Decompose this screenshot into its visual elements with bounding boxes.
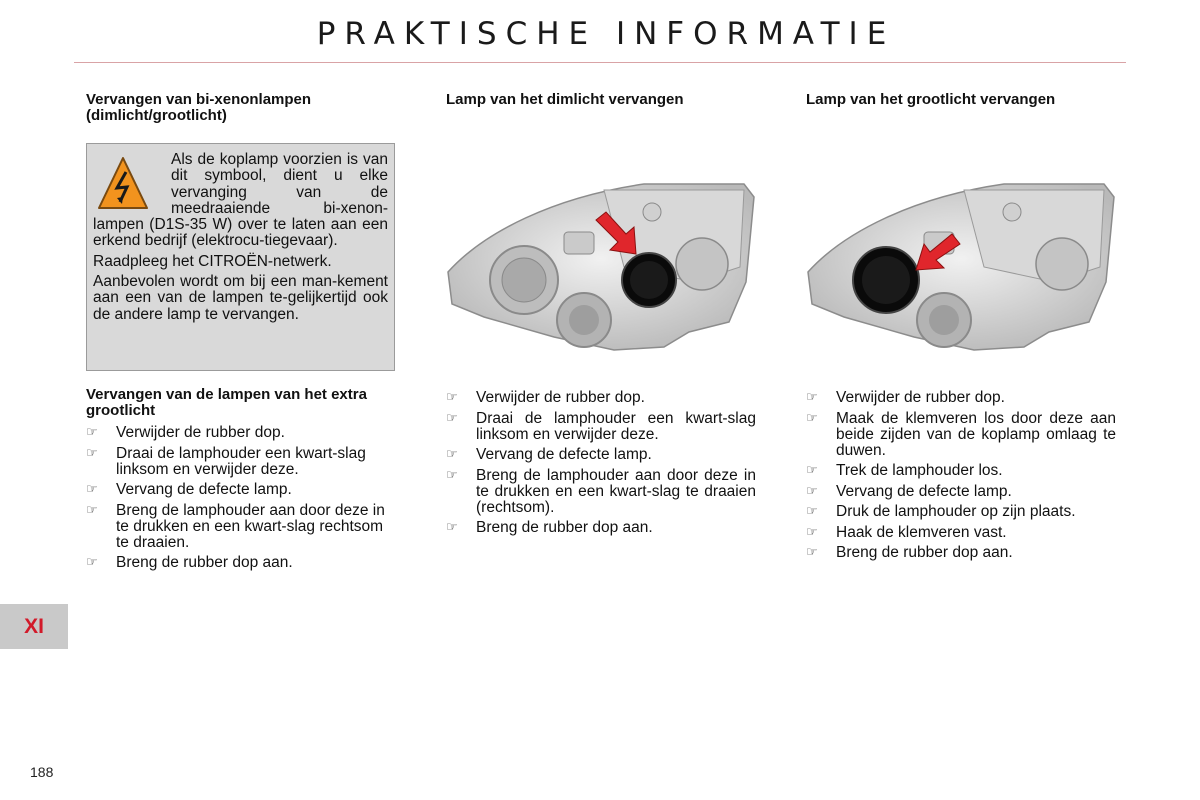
pointing-hand-icon: ☞ (86, 445, 98, 461)
steps-list-extra-high-beam (86, 425, 396, 571)
page-title: PRAKTISCHE INFORMATIE (316, 16, 896, 52)
list-item: ☞ Vervang de defecte lamp. (86, 481, 292, 498)
pointing-hand-icon: ☞ (806, 410, 818, 426)
page-number: 188 (30, 764, 54, 780)
list-item: ☞ Draai de lamphouder een kwart-slag linksom en verwijder deze. (86, 444, 366, 478)
list-item: ☞ Breng de rubber dop aan. (86, 554, 293, 571)
pointing-hand-icon: ☞ (806, 504, 818, 519)
section-title-extra-high-beam: Vervangen van de lampen van het extra grootlicht (86, 386, 367, 419)
pointing-hand-icon: ☞ (446, 520, 458, 535)
list-item: ☞ Verwijder de rubber dop. (446, 389, 645, 406)
headlamp-high-beam-illustration (804, 172, 1119, 362)
steps-list-low-beam (446, 390, 756, 536)
list-item: ☞ Breng de lamphouder aan door deze in te drukken en een kwart-slag te draaien (rechtsom). (446, 466, 756, 516)
chapter-tab[interactable]: XI (0, 604, 68, 649)
pointing-hand-icon: ☞ (806, 545, 818, 560)
list-item: ☞ Trek de lamphouder los. (806, 462, 1003, 479)
list-item: ☞ Verwijder de rubber dop. (86, 424, 285, 441)
steps-high-beam (806, 384, 1116, 566)
pointing-hand-icon: ☞ (806, 463, 818, 478)
column-high-beam (806, 92, 1118, 108)
column-bi-xenon (86, 92, 396, 124)
warning-text-2: Raadpleeg het CITROËN-netwerk. (93, 252, 332, 270)
list-item: ☞ Druk de lamphouder op zijn plaats. (806, 503, 1076, 520)
pointing-hand-icon: ☞ (806, 390, 818, 405)
section-title-high-beam: Lamp van het grootlicht vervangen (806, 91, 1056, 108)
section-extra-high-beam (86, 387, 396, 576)
warning-text-3: Aanbevolen wordt om bij een man-kement aan een van de lampen te-gelijkertijd ook de andere lamp te vervangen. (93, 273, 388, 323)
list-item: ☞ Breng de rubber dop aan. (806, 544, 1013, 561)
headlamp-low-beam-illustration (444, 172, 759, 362)
pointing-hand-icon: ☞ (806, 483, 818, 499)
pointing-hand-icon: ☞ (446, 467, 458, 483)
pointing-hand-icon: ☞ (446, 447, 458, 462)
list-item: ☞ Breng de rubber dop aan. (446, 519, 653, 536)
pointing-hand-icon: ☞ (446, 410, 458, 426)
list-item: ☞ Verwijder de rubber dop. (806, 389, 1005, 406)
steps-low-beam (446, 384, 756, 541)
list-item: ☞ Vervang de defecte lamp. (806, 482, 1012, 500)
pointing-hand-icon: ☞ (86, 555, 98, 570)
header-divider (74, 62, 1126, 63)
warning-text-1: Als de koplamp voorzien is van dit symbool, dient u elke vervanging van de meedraaiende bi-xenon-lampen (D1S-35 W) over te laten aan een erkend bedrijf (elektrocu-tiegevaar). (93, 151, 388, 250)
section-title-low-beam: Lamp van het dimlicht vervangen (446, 91, 684, 108)
list-item: ☞ Draai de lamphouder een kwart-slag linksom en verwijder deze. (446, 409, 756, 443)
pointing-hand-icon: ☞ (86, 425, 98, 440)
section-title-bi-xenon: Vervangen van bi-xenonlampen (dimlicht/grootlicht) (86, 91, 312, 124)
pointing-hand-icon: ☞ (806, 524, 818, 540)
pointing-hand-icon: ☞ (86, 502, 98, 518)
warning-box (86, 143, 395, 371)
list-item: ☞ Breng de lamphouder aan door deze in te drukken en een kwart-slag rechtsom te draaien. (86, 501, 385, 551)
pointing-hand-icon: ☞ (86, 482, 98, 497)
list-item: ☞ Haak de klemveren vast. (806, 523, 1007, 541)
list-item: ☞ Maak de klemveren los door deze aan beide zijden van de koplamp omlaag te duwen. (806, 409, 1116, 459)
pointing-hand-icon: ☞ (446, 390, 458, 405)
list-item: ☞ Vervang de defecte lamp. (446, 446, 652, 463)
high-voltage-warning-icon (97, 156, 149, 212)
column-low-beam (446, 92, 756, 108)
steps-list-high-beam (806, 390, 1116, 561)
